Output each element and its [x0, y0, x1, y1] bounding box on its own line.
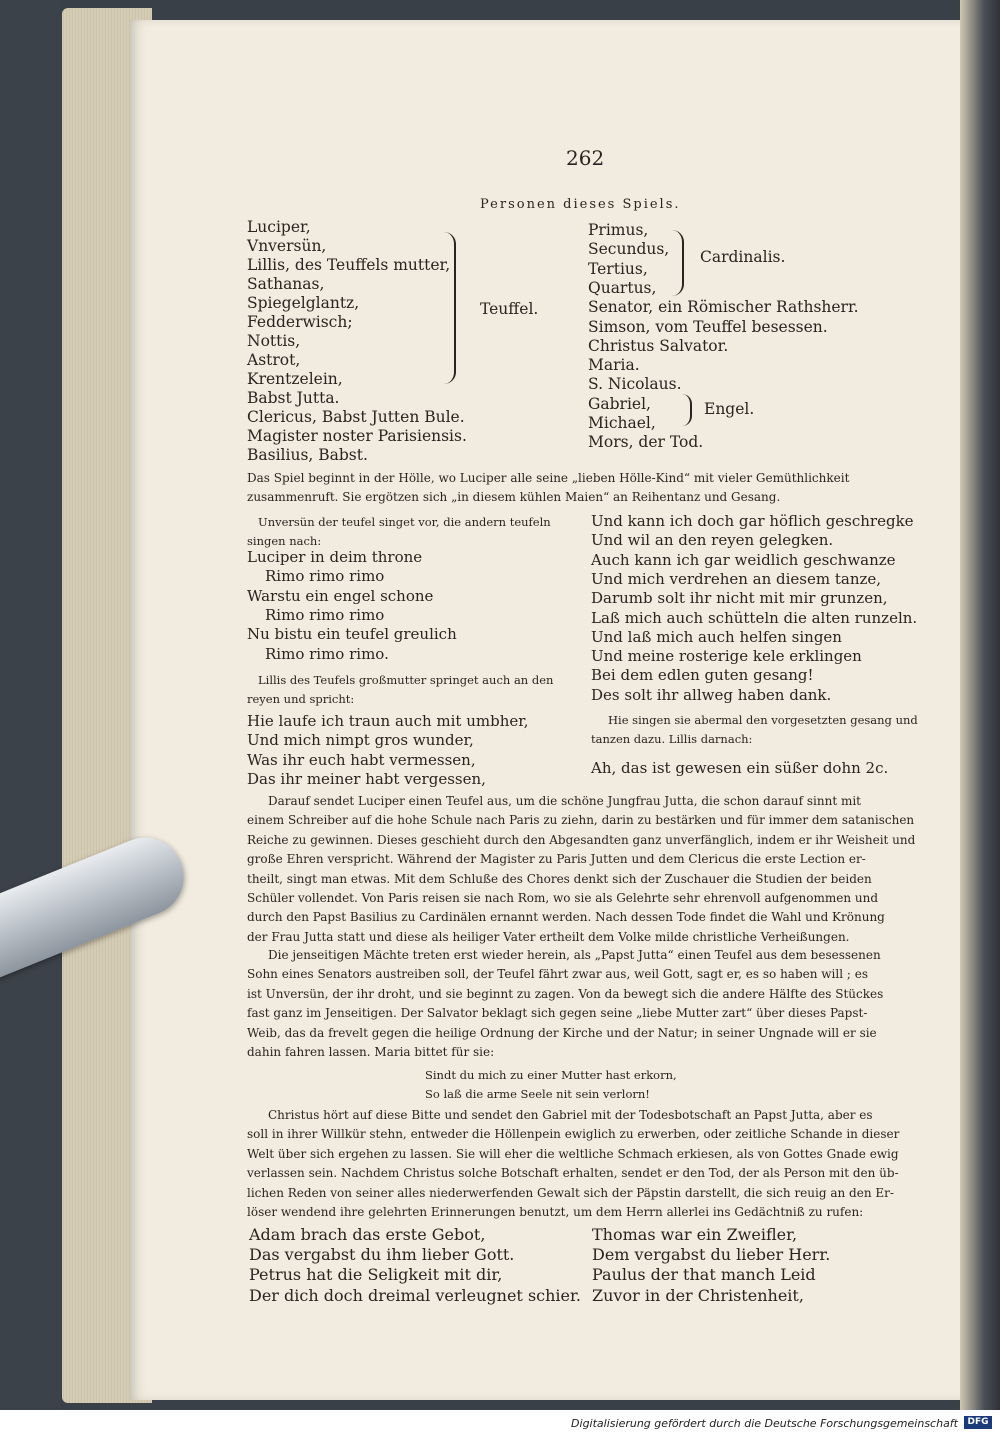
verse-line: Zuvor in der Christenheit, — [592, 1285, 804, 1305]
book-spine — [960, 0, 1000, 1410]
paragraph-line: lichen Reden von seiner alles niederwerfenden Gewalt sich der Päpstin darstellt, die sich reuig an den Er- — [247, 1185, 894, 1200]
cast-right-item: Gabriel, — [588, 394, 651, 413]
cast-left-item: Clericus, Babst Jutten Bule. — [247, 408, 465, 426]
paragraph-line: theilt, singt man etwas. Mit dem Schluße des Chores denkt sich der Zuschauer die Studien der beiden — [247, 871, 872, 886]
verse-line: Petrus hat die Seligkeit mit dir, — [249, 1265, 503, 1285]
paragraph-line: Weib, das da frevelt gegen die heilige Ordnung der Kirche und der Natur; in seiner Ungnade will er sie — [247, 1025, 877, 1040]
footer-credit: Digitalisierung gefördert durch die Deutsche Forschungsgemeinschaft — [571, 1417, 958, 1430]
cast-right-item: Maria. — [588, 356, 640, 375]
cast-right-item: Senator, ein Römischer Rathsherr. — [588, 298, 859, 317]
verse-line: Laß mich auch schütteln die alten runzeln. — [591, 608, 918, 627]
verse-line: Paulus der that manch Leid — [592, 1265, 816, 1285]
stage-line: singen nach: — [247, 534, 322, 548]
stage-line: Lillis des Teufels großmutter springet auch an den — [258, 673, 554, 687]
cast-right-item: Mors, der Tod. — [588, 433, 704, 452]
cast-right-item: S. Nicolaus. — [588, 375, 682, 394]
cast-right-item: Michael, — [588, 414, 656, 432]
quote-line: So laß die arme Seele nit sein verlorn! — [425, 1087, 650, 1102]
intro-line: zusammenruft. Sie ergötzen sich „in diesem kühlen Maien“ an Reihentanz und Gesang. — [247, 490, 781, 505]
verse-line: Das vergabst du ihm lieber Gott. — [249, 1245, 515, 1265]
paragraph-line: Christus hört auf diese Bitte und sendet den Gabriel mit der Todesbotschaft an Papst Jutta, aber es — [268, 1108, 873, 1122]
verse-line: Das ihr meiner habt vergessen, — [247, 769, 486, 788]
paragraph-line: Darauf sendet Luciper einen Teufel aus, um die schöne Jungfrau Jutta, die schon darauf sinnt mit — [268, 794, 862, 808]
paragraph-line: löser wendend ihre gelehrten Erinnerungen benutzt, um dem Herrn allerlei ins Gedächtniß zu rufen: — [247, 1205, 864, 1219]
paragraph-line: verlassen sein. Nachdem Christus solche Botschaft erhalten, sendet er den Tod, der als Person mit den üb- — [247, 1166, 899, 1181]
cast-left-item: Vnversün, — [247, 237, 327, 255]
cast-left-item: Babst Jutta. — [247, 389, 340, 407]
dfg-logo: DFG — [964, 1416, 992, 1429]
verse-line: Adam brach das erste Gebot, — [249, 1225, 486, 1244]
paragraph-line: Die jenseitigen Mächte treten erst wieder herein, als „Papst Jutta“ einen Teufel aus dem besessenen — [268, 948, 881, 962]
verse-line: Des solt ihr allweg haben dank. — [591, 685, 832, 704]
cast-left-item: Nottis, — [247, 332, 301, 350]
stage-line: Unversün der teufel singet vor, die andern teufeln — [258, 515, 551, 529]
verse-line: Warstu ein engel schone — [247, 586, 434, 605]
verse-line: Und meine rosterige kele erklingen — [591, 647, 862, 666]
verse-line: Hie laufe ich traun auch mit umbher, — [247, 712, 529, 730]
verse-line: Darumb solt ihr nicht mit mir grunzen, — [591, 589, 888, 608]
paragraph-line: dahin fahren lassen. Maria bittet für sie: — [247, 1045, 495, 1059]
cast-right-item: Simson, vom Teuffel besessen. — [588, 317, 828, 336]
verse-line: Bei dem edlen guten gesang! — [591, 666, 814, 685]
paragraph-line: soll in ihrer Willkür stehn, entweder die Höllenpein ewiglich zu erwerben, oder zeitliche Schande in dieser — [247, 1127, 900, 1142]
cast-left-item: Luciper, — [247, 218, 311, 236]
paragraph-line: der Frau Jutta statt und diese als heiliger Vater ertheilt dem Volke milde christliche Verheißungen. — [247, 929, 850, 944]
stage-line: tanzen dazu. Lillis darnach: — [591, 732, 753, 746]
verse-line: Rimo rimo rimo. — [265, 644, 389, 663]
verse-line: Thomas war ein Zweifler, — [592, 1225, 798, 1244]
cardinals-label: Cardinalis. — [700, 248, 786, 266]
paragraph-line: Welt über sich ergehen zu lassen. Sie will eher die weltliche Schmach erkiesen, als von Gottes Gnade ewig — [247, 1146, 899, 1161]
devils-brace — [440, 232, 456, 384]
cast-left-item: Lillis, des Teuffels mutter, — [247, 256, 451, 274]
verse-line: Auch kann ich gar weidlich geschwanze — [591, 550, 896, 569]
cast-right-item: Primus, — [588, 221, 649, 239]
cast-left-item: Fedderwisch; — [247, 313, 353, 331]
verse-line: Rimo rimo rimo — [265, 567, 385, 586]
paragraph-line: Schüler vollendet. Von Paris reisen sie nach Rom, wo sie als Gelehrte sehr ehrenvoll aufgenommen und — [247, 891, 879, 905]
paragraph-line: Reiche zu gewinnen. Dieses geschieht durch den Abgesandten ganz unverfänglich, indem er ihr Weisheit und — [247, 832, 916, 847]
cast-right-item: Secundus, — [588, 240, 670, 259]
cast-right-item: Christus Salvator. — [588, 336, 729, 355]
verse-line: Nu bistu ein teufel greulich — [247, 625, 457, 644]
background-left — [0, 0, 60, 1410]
verse-right-2: Ah, das ist gewesen ein süßer dohn 2c. — [591, 759, 889, 777]
verse-line: Und mich verdrehen an diesem tanze, — [591, 569, 882, 588]
paragraph-line: durch den Papst Basilius zu Cardinälen ernannt werden. Nach dessen Tode findet die Wahl und Krönung — [247, 910, 885, 925]
paragraph-line: Sohn eines Senators austreiben soll, der Teufel fährt zwar aus, weil Gott, sagt er, es so haben will ; es — [247, 967, 868, 982]
verse-line: Luciper in deim throne — [247, 548, 423, 566]
quote-line: Sindt du mich zu einer Mutter hast erkorn, — [425, 1068, 677, 1082]
angels-brace — [682, 394, 692, 426]
verse-line: Dem vergabst du lieber Herr. — [592, 1245, 831, 1265]
cast-left-item: Sathanas, — [247, 275, 325, 293]
verse-line: Was ihr euch habt vermessen, — [247, 750, 476, 769]
stage-line: Hie singen sie abermal den vorgesetzten gesang und — [608, 713, 918, 727]
verse-line: Rimo rimo rimo — [265, 605, 385, 624]
cast-left-item: Astrot, — [247, 351, 301, 369]
verse-line: Und wil an den reyen gelegken. — [591, 531, 834, 550]
cast-right-item: Tertius, — [588, 259, 648, 278]
cardinals-brace — [672, 230, 684, 296]
paragraph-line: große Ehren verspricht. Während der Magister zu Paris Jutten und dem Clericus die erste Lection er- — [247, 852, 866, 867]
cast-left-item: Spiegelglantz, — [247, 294, 360, 312]
page-number: 262 — [566, 146, 605, 170]
cast-left-item: Basilius, Babst. — [247, 446, 368, 464]
cast-right-item: Quartus, — [588, 278, 657, 297]
paragraph-line: fast ganz im Jenseitigen. Der Salvator beklagt sich gegen seine „liebe Mutter zart“ über dieses Papst- — [247, 1006, 868, 1021]
verse-line: Und laß mich auch helfen singen — [591, 627, 842, 646]
paragraph-line: einem Schreiber auf die hohe Schule nach Paris zu ziehn, darin zu bestärken und für immer dem satanischen — [247, 813, 915, 828]
cast-header: Personen dieses Spiels. — [480, 197, 681, 212]
angels-label: Engel. — [704, 400, 755, 418]
devils-label: Teuffel. — [480, 300, 539, 318]
cast-left-item: Magister noster Parisiensis. — [247, 427, 467, 445]
intro-line: Das Spiel beginnt in der Hölle, wo Luciper alle seine „lieben Hölle-Kind“ mit vieler Gemüthlichkeit — [247, 471, 850, 485]
cast-left-item: Krentzelein, — [247, 370, 343, 388]
paragraph-line: ist Unversün, der ihr droht, und sie beginnt zu zagen. Von da bewegt sich die andere Hälfte des Stückes — [247, 986, 884, 1001]
verse-line: Der dich doch dreimal verleugnet schier. — [249, 1285, 581, 1305]
stage-line: reyen und spricht: — [247, 692, 355, 706]
verse-line: Und kann ich doch gar höflich geschregke — [591, 512, 914, 530]
verse-line: Und mich nimpt gros wunder, — [247, 731, 474, 750]
